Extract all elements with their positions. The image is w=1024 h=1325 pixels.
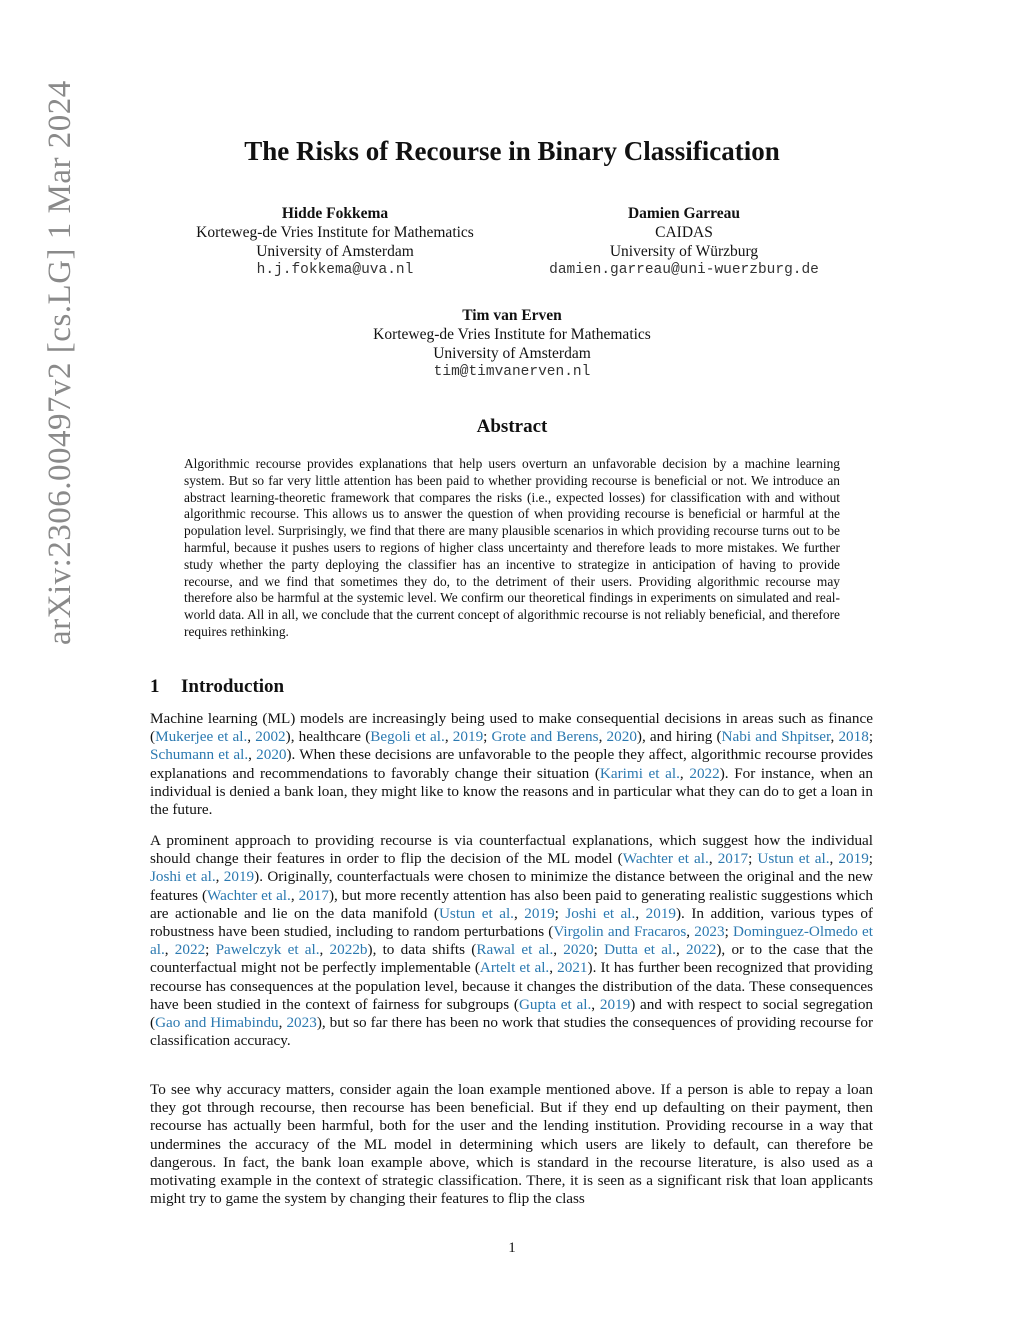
paragraph-text: , [829, 850, 839, 868]
author-email[interactable]: tim@timvanerven.nl [433, 364, 591, 380]
paragraph-text: ), to data shifts ( [367, 941, 477, 959]
citation-link[interactable]: Joshi et al. [565, 904, 636, 922]
paper-title: The Risks of Recourse in Binary Classification [244, 136, 780, 166]
citation-link[interactable]: Dominguez-Olmedo et al. [150, 923, 874, 959]
paragraph-text: ; [593, 941, 605, 959]
citation-link[interactable]: Karimi et al. [599, 764, 680, 782]
author-university: University of Amsterdam [256, 243, 414, 260]
citation-link[interactable]: 2021 [557, 959, 588, 977]
citation-link[interactable]: Schumann et al. [150, 746, 249, 764]
citation-link[interactable]: Dutta et al. [604, 941, 676, 959]
citation-link[interactable]: 2019 [524, 904, 555, 922]
paragraph-text: ), or to the case that the counterfactual might not be perfectly implementable ( [150, 941, 873, 977]
citation-link[interactable]: Virgolin and Fracaros [553, 923, 687, 941]
author-name: Tim van Erven [462, 307, 562, 324]
citation-link[interactable]: Wachter et al. [207, 886, 291, 904]
arxiv-stamp: arXiv:2306.00497v2 [cs.LG] 1 Mar 2024 [42, 80, 78, 645]
citation-link[interactable]: Artelt et al. [479, 959, 550, 977]
citation-link[interactable]: Wachter et al. [622, 850, 709, 868]
paragraph [150, 710, 873, 819]
section-heading [150, 676, 284, 698]
paragraph-text: , [675, 941, 686, 959]
citation-link[interactable]: Begoli et al. [370, 728, 445, 746]
paragraph-text: ). Originally, counterfactuals were chosen to minimize the distance between the original and the new features ( [150, 868, 874, 904]
citation-link[interactable]: Joshi et al. [150, 868, 216, 886]
paragraph-text: , [247, 728, 256, 746]
citation-link[interactable]: 2019 [645, 904, 676, 922]
author-affiliation: Korteweg-de Vries Institute for Mathematics [373, 326, 651, 343]
paragraph-text: ). For instance, when an individual is denied a bank loan, they might like to know the reasons and in particular what they can do to get a loan in the future. [150, 764, 873, 819]
author-university: University of Amsterdam [433, 345, 591, 362]
citation-link[interactable]: Pawelczyk et al. [215, 941, 320, 959]
citation-link[interactable]: 2019 [838, 850, 869, 868]
citation-link[interactable]: Gupta et al. [518, 995, 592, 1013]
paragraph-text: , [248, 746, 257, 764]
paragraph-text: ) and with respect to social segregation ( [150, 995, 874, 1032]
paragraph-text: , [830, 728, 839, 746]
citation-link[interactable]: 2017 [717, 850, 749, 868]
paragraph-text: ). It has further been recognized that providing recourse has consequences at the population level, because it changes the distribution of the data. These consequences have been studied in the context of fairness for subgroups ( [150, 959, 874, 1013]
paragraph-text: ). In addition, various types of robustness have been studied, including to random perturbations ( [150, 904, 873, 941]
citation-link[interactable]: Rawal et al. [476, 941, 554, 959]
citation-link[interactable]: 2023 [694, 923, 725, 941]
paragraph-text: A prominent approach to providing recourse is via counterfactual explanations, which suggest how the individual should change their features in order to flip the decision of the ML model ( [150, 832, 873, 868]
paragraph-text: To see why accuracy matters, consider again the loan example mentioned above. If a person is able to repay a loan they got through recourse, then recourse has been beneficial. But if they end up defaulting on their payment, then recourse has actually been harmful, both for the user and the lending institution. Providing recourse in a way that undermines the accuracy of the ML model in determining which users are likely to default, can therefore be dangerous. In fact, the bank loan example above, which is standard in the recourse literature, is also used as a motivating example in the context of strategic classification. There, it is seen as a significant risk that loan applicants might try to game the system by changing their features to flip the class [150, 1081, 873, 1208]
paragraph-text: ), healthcare ( [285, 728, 371, 746]
author-university: University of Würzburg [609, 243, 759, 260]
abstract-heading: Abstract [476, 416, 548, 437]
paragraph-text: ; [205, 941, 216, 959]
paragraph-text: ; [868, 728, 874, 746]
paragraph-text: , [444, 728, 453, 746]
author-affiliation: Korteweg-de Vries Institute for Mathematics [196, 224, 474, 241]
citation-link[interactable]: 2002 [255, 728, 286, 746]
paragraph-text: , [635, 904, 646, 922]
citation-link[interactable]: 2022 [174, 941, 206, 959]
citation-link[interactable]: 2020 [563, 941, 594, 959]
citation-link[interactable]: Gao and Himabindu [155, 1014, 279, 1032]
citation-link[interactable]: 2019 [452, 728, 484, 746]
paragraph-text: , [290, 886, 299, 904]
paragraph-text: ; [748, 850, 758, 868]
paragraph-text: ), and hiring ( [636, 728, 722, 746]
author-name: Hidde Fokkema [281, 205, 389, 222]
citation-link[interactable]: 2023 [286, 1014, 317, 1032]
citation-link[interactable]: Grote and Berens [491, 728, 599, 746]
author-block-1 [170, 204, 500, 280]
paragraph-text: ; [554, 904, 566, 922]
citation-link[interactable]: Mukerjee et al. [155, 728, 248, 746]
abstract-text: Algorithmic recourse provides explanations that help users overturn an unfavorable decision by a machine learning system. But so far very little attention has been paid to whether providing recourse is beneficial or not. We introduce an abstract learning-theoretic framework that compares the risks (i.e., expected losses) for classification with and without algorithmic recourse. This allows us to answer the question of when providing recourse is beneficial or harmful at the population level. Surprisingly, we find that there are many plausible scenarios in which providing recourse turns out to be harmful, because it pushes users to regions of higher class uncertainty and therefore leads to more mistakes. We further study whether the party deploying the classifier has an incentive to strategize in anticipation of having to provide recourse, and we find that sometimes they do, to the detriment of their users. Providing algorithmic recourse may therefore also be harmful at the systemic level. We confirm our theoretical findings in experiments on simulated and real-world data. All in all, we conclude that the current concept of algorithmic recourse is not reliably beneficial, and therefore requires rethinking. [184, 456, 840, 639]
citation-link[interactable]: 2022b [329, 941, 368, 959]
paragraph-text: , [708, 850, 718, 868]
paragraph-text: , [513, 904, 525, 922]
author-email[interactable]: damien.garreau@uni-wuerzburg.de [549, 262, 819, 278]
paragraph-text: ; [483, 728, 492, 746]
paragraph-text: ), but so far there has been no work that studies the consequences of providing recourse for classification accuracy. [150, 1014, 874, 1050]
citation-link[interactable]: 2022 [686, 941, 717, 959]
author-affiliation: CAIDAS [655, 224, 713, 241]
paragraph [150, 1081, 873, 1208]
page-number: 1 [508, 1240, 516, 1256]
citation-link[interactable]: 2019 [599, 995, 631, 1013]
paragraph-text: , [686, 923, 695, 941]
paragraph-text: ), but more recently attention has also been paid to generating realistic suggestions which are actionable and lie on the data manifold ( [150, 886, 874, 922]
citation-link[interactable]: 2018 [838, 728, 869, 746]
paragraph-text: ; [868, 850, 874, 868]
author-block-3 [347, 306, 677, 382]
citation-link[interactable]: Ustun et al. [438, 904, 514, 922]
paragraph-text: ). When these decisions are unfavorable to the people they affect, algorithmic recourse provides explanations and recommendations to favorably change their situation ( [150, 746, 874, 782]
paragraph-text: , [549, 959, 558, 977]
paragraph-text: , [553, 941, 564, 959]
paragraph-text: ; [724, 923, 734, 941]
citation-link[interactable]: 2017 [298, 886, 329, 904]
section-title: Introduction [181, 676, 285, 697]
citation-link[interactable]: 2020 [606, 728, 637, 746]
paragraph [150, 832, 873, 1050]
paragraph-text: , [164, 941, 175, 959]
citation-link[interactable]: 2019 [223, 868, 255, 886]
paragraph-text: , [278, 1014, 287, 1032]
paragraph-text: , [679, 764, 690, 782]
citation-link[interactable]: 2020 [256, 746, 287, 764]
citation-link[interactable]: Ustun et al. [757, 850, 830, 868]
citation-link[interactable]: 2022 [689, 764, 720, 782]
author-block-2 [519, 204, 849, 280]
paragraph-text: , [598, 728, 607, 746]
section-number: 1 [150, 676, 160, 697]
author-name: Damien Garreau [627, 205, 741, 222]
paragraph-text: , [215, 868, 224, 886]
author-email[interactable]: h.j.fokkema@uva.nl [256, 262, 414, 278]
citation-link[interactable]: Nabi and Shpitser [721, 728, 831, 746]
paragraph-text: , [591, 995, 600, 1013]
paragraph-text: Machine learning (ML) models are increasingly being used to make consequential decisions in areas such as finance ( [150, 710, 873, 746]
paragraph-text: , [319, 941, 330, 959]
